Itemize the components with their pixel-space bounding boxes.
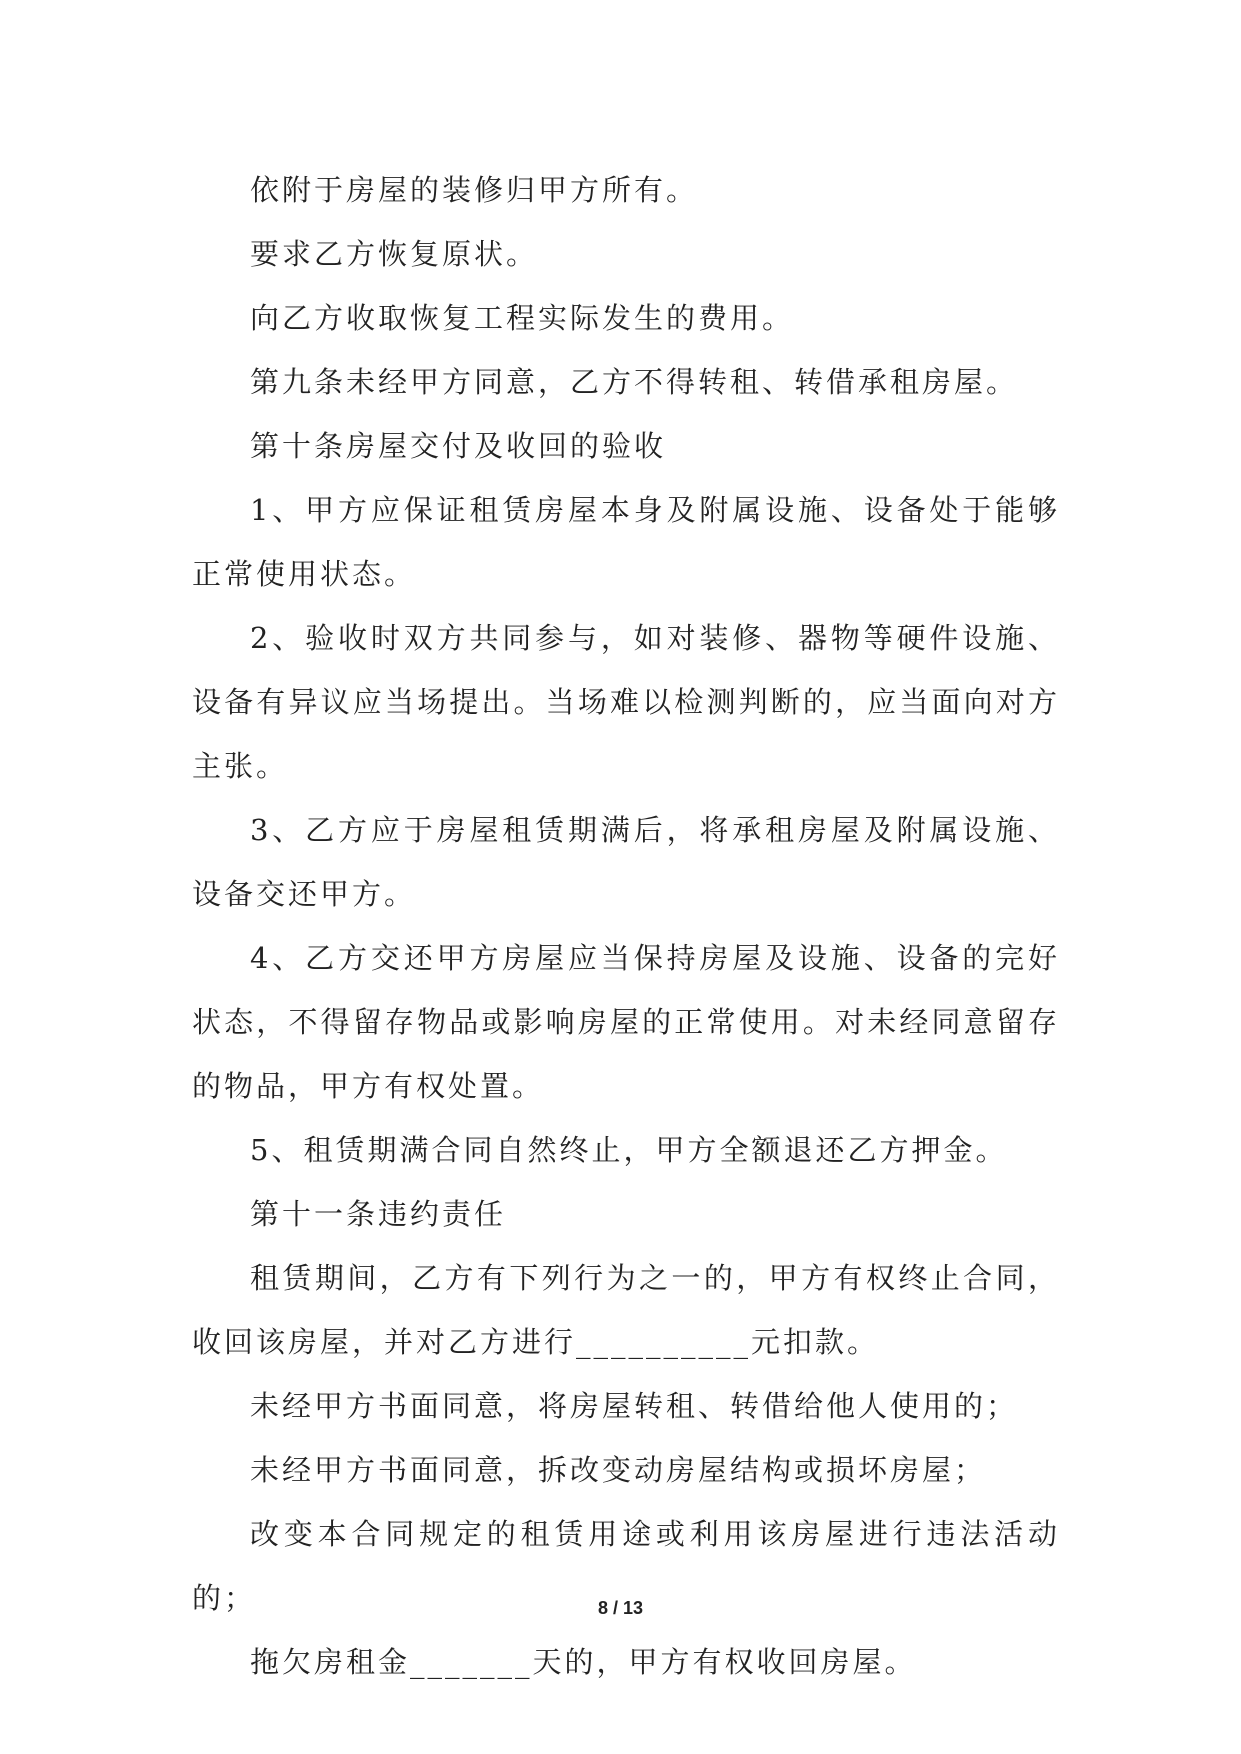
paragraph: 第十条房屋交付及收回的验收: [250, 429, 667, 463]
paragraph: 1、甲方应保证租赁房屋本身及附属设施、设备处于能够正常使用状态。: [192, 493, 1060, 591]
document-body: [192, 158, 1060, 1694]
page-number: 8 / 13: [597, 1598, 644, 1618]
paragraph: 要求乙方恢复原状。: [250, 237, 539, 271]
paragraph: 5、租赁期满合同自然终止，甲方全额退还乙方押金。: [250, 1133, 1008, 1167]
paragraph: 租赁期间，乙方有下列行为之一的，甲方有权终止合同，收回该房屋，并对乙方进行__________元扣款。: [192, 1261, 1060, 1359]
paragraph: 3、乙方应于房屋租赁期满后，将承租房屋及附属设施、设备交还甲方。: [192, 813, 1060, 911]
paragraph: 第十一条违约责任: [250, 1197, 507, 1231]
paragraph: 改变本合同规定的租赁用途或利用该房屋进行违法活动的；: [192, 1517, 1060, 1615]
paragraph: 向乙方收取恢复工程实际发生的费用。: [250, 301, 795, 335]
paragraph: 2、验收时双方共同参与，如对装修、器物等硬件设施、设备有异议应当场提出。当场难以检测判断的，应当面向对方主张。: [192, 621, 1060, 783]
paragraph: 4、乙方交还甲方房屋应当保持房屋及设施、设备的完好状态，不得留存物品或影响房屋的正常使用。对未经同意留存的物品，甲方有权处置。: [192, 941, 1060, 1103]
paragraph: 第九条未经甲方同意，乙方不得转租、转借承租房屋。: [250, 365, 1019, 399]
paragraph: 依附于房屋的装修归甲方所有。: [250, 173, 699, 207]
paragraph: 未经甲方书面同意，拆改变动房屋结构或损坏房屋；: [250, 1453, 987, 1487]
paragraph: 未经甲方书面同意，将房屋转租、转借给他人使用的；: [250, 1389, 1019, 1423]
paragraph: 拖欠房租金_______天的，甲方有权收回房屋。: [250, 1645, 917, 1679]
